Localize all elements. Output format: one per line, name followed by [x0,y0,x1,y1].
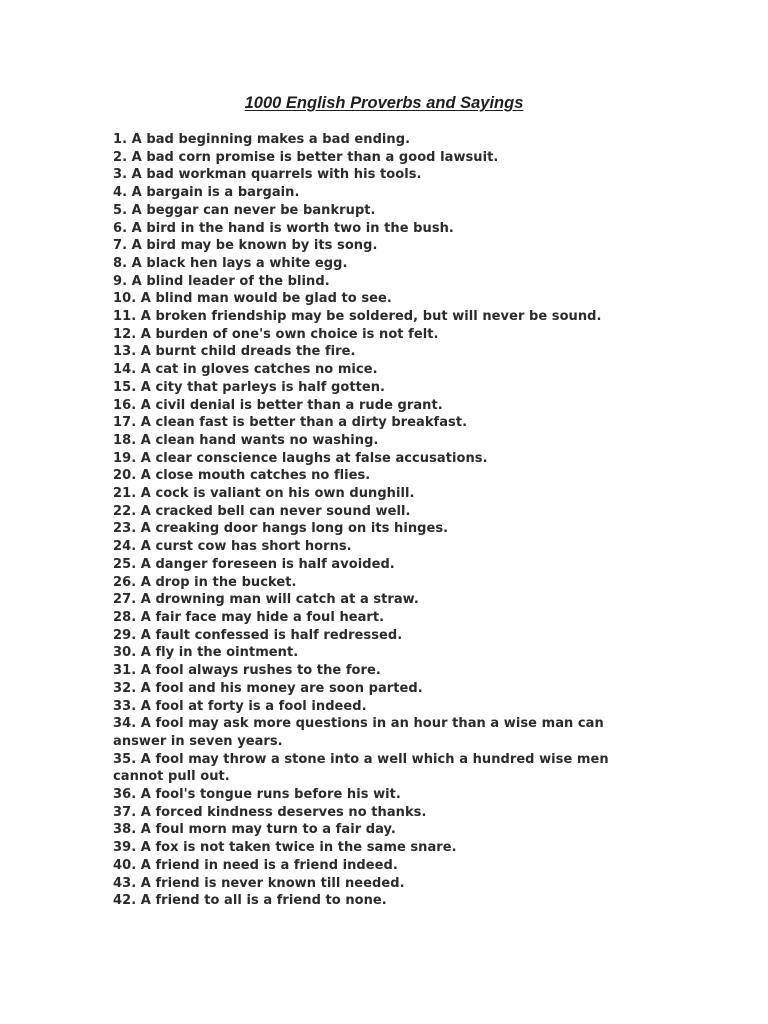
proverb-item: 12. A burden of one's own choice is not felt. [113,326,439,342]
proverb-item: 20. A close mouth catches no flies. [113,468,371,484]
proverb-item: 23. A creaking door hangs long on its hinges. [113,521,449,537]
proverb-item: 8. A black hen lays a white egg. [113,255,348,271]
proverb-item: 31. A fool always rushes to the fore. [113,663,381,679]
proverb-item: 26. A drop in the bucket. [113,574,297,590]
proverb-item: 14. A cat in gloves catches no mice. [113,362,378,378]
proverb-item: 11. A broken friendship may be soldered, but will never be sound. [113,309,602,325]
proverb-item: 2. A bad corn promise is better than a good lawsuit. [113,149,499,165]
proverb-item: 3. A bad workman quarrels with his tools. [113,167,422,183]
proverb-item: 18. A clean hand wants no washing. [113,432,379,448]
proverb-item: 10. A blind man would be glad to see. [113,291,392,307]
proverb-item: 32. A fool and his money are soon parted. [113,680,423,696]
proverb-list [113,131,658,910]
proverb-item: 27. A drowning man will catch at a straw. [113,592,419,608]
proverb-item: 1. A bad beginning makes a bad ending. [113,132,411,147]
document-title [0,93,768,113]
proverb-item: 28. A fair face may hide a foul heart. [113,609,385,625]
proverb-item: 35. A fool may throw a stone into a well which a hundred wise men cannot pull out. [113,751,609,785]
proverb-item: 9. A blind leader of the blind. [113,273,330,289]
document-title-text: 1000 English Proverbs and Sayings [244,94,524,112]
proverb-item: 38. A foul morn may turn to a fair day. [113,822,396,838]
proverb-item: 39. A fox is not taken twice in the same snare. [113,840,457,856]
proverb-item: 6. A bird in the hand is worth two in the bush. [113,220,454,236]
proverb-item: 40. A friend in need is a friend indeed. [113,857,398,873]
proverb-item: 29. A fault confessed is half redressed. [113,627,403,643]
proverb-item: 43. A friend is never known till needed. [113,875,405,891]
proverb-item: 36. A fool's tongue runs before his wit. [113,787,401,803]
proverb-item: 4. A bargain is a bargain. [113,185,300,201]
proverb-item: 22. A cracked bell can never sound well. [113,503,411,519]
proverb-item: 24. A curst cow has short horns. [113,539,352,555]
proverb-item: 13. A burnt child dreads the fire. [113,344,356,360]
proverb-item: 16. A civil denial is better than a rude grant. [113,397,443,413]
proverb-item: 37. A forced kindness deserves no thanks. [113,804,427,820]
proverb-item: 25. A danger foreseen is half avoided. [113,556,395,572]
proverb-item: 33. A fool at forty is a fool indeed. [113,698,367,714]
proverb-item: 17. A clean fast is better than a dirty breakfast. [113,415,468,431]
proverb-item: 19. A clear conscience laughs at false accusations. [113,450,488,466]
proverb-item: 5. A beggar can never be bankrupt. [113,202,376,218]
proverb-item: 42. A friend to all is a friend to none. [113,893,387,909]
proverb-item: 30. A fly in the ointment. [113,645,299,661]
proverb-item: 7. A bird may be known by its song. [113,238,378,254]
proverb-item: 15. A city that parleys is half gotten. [113,379,386,395]
proverb-item: 21. A cock is valiant on his own dunghill. [113,486,415,502]
proverb-item: 34. A fool may ask more questions in an hour than a wise man can answer in seven years. [113,716,604,749]
